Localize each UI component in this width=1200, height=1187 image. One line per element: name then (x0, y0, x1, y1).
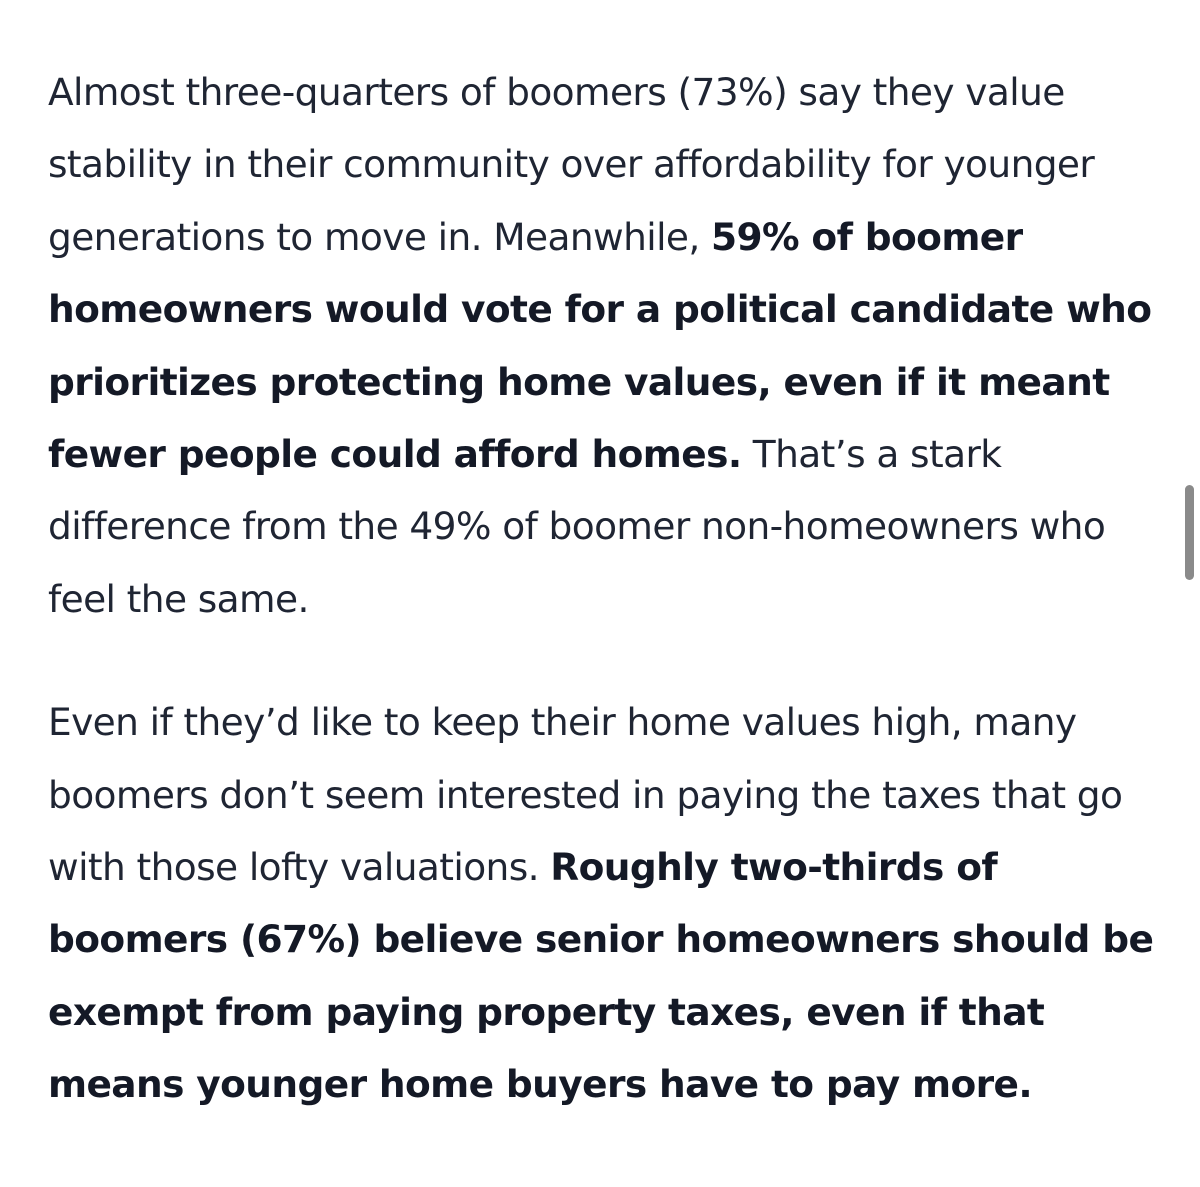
paragraph-text: That’s a stark difference from the 49% of boomer non-homeowners who feel the same. (48, 432, 1106, 621)
highlighted-statistic: 59% of boomer homeowners would vote for a political candidate who prioritizes protecting home values, even if it meant fewer people could afford homes. (48, 214, 1152, 477)
paragraph-text: Even if they’d like to keep their home values high, many boomers don’t seem interested in paying the taxes that go with those lofty valuations. (48, 700, 1123, 890)
paragraph-stability (48, 56, 1158, 635)
paragraph-property-taxes (48, 686, 1158, 1120)
scrollbar-thumb[interactable] (1185, 485, 1194, 580)
paragraph-text: Almost three-quarters of boomers (73%) say they value stability in their community over affordability for younger generations to move in. Meanwhile, (48, 70, 1095, 259)
highlighted-statistic: Roughly two-thirds of boomers (67%) believe senior homeowners should be exempt from paying property taxes, even if that means younger home buyers have to pay more. (48, 845, 1154, 1107)
article-body (48, 56, 1158, 1172)
